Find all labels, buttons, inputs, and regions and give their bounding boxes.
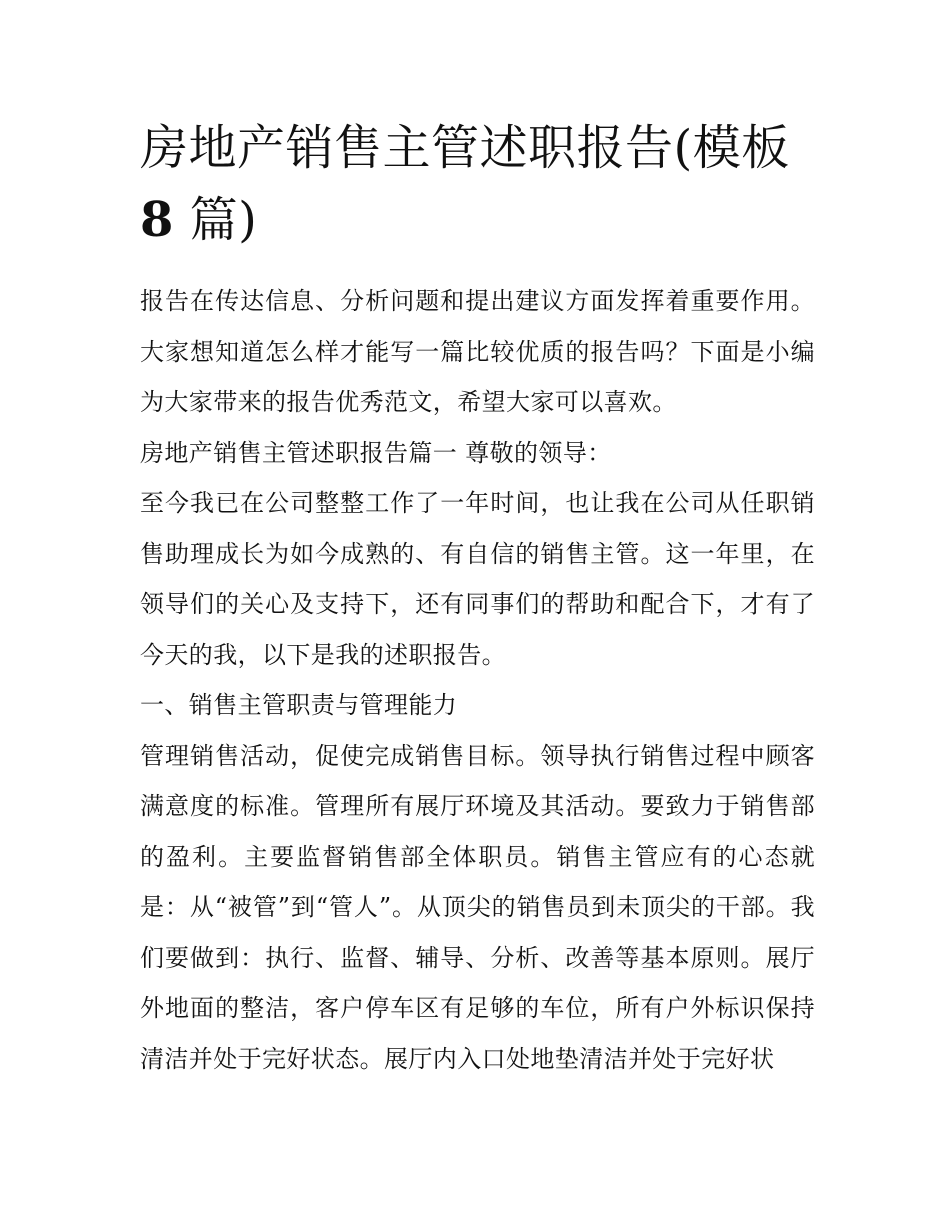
document-page [140,112,815,1084]
body-paragraph-1: 至今我已在公司整整工作了一年时间，也让我在公司从任职销售助理成长为如今成熟的、有自信的销售主管。这一年里，在领导们的关心及支持下，还有同事们的帮助和配合下，才有了今天的我，以下是我的述职报告。 [140,489,815,669]
intro-paragraph: 报告在传达信息、分析问题和提出建议方面发挥着重要作用。大家想知道怎么样才能写一篇比较优质的报告吗？下面是小编为大家带来的报告优秀范文，希望大家可以喜欢。 [140,287,815,416]
body-paragraph-2: 管理销售活动，促使完成销售目标。领导执行销售过程中顾客满意度的标准。管理所有展厅环境及其活动。要致力于销售部的盈利。主要监督销售部全体职员。销售主管应有的心态就是：从“被管”到“管人”。从顶尖的销售员到未顶尖的干部。我们要做到：执行、监督、辅导、分析、改善等基本原则。展厅外地面的整洁，客户停车区有足够的车位，所有户外标识保持清洁并处于完好状态。展厅内入口处地垫清洁并处于完好状 [140,741,815,1073]
document-title [140,112,815,256]
title-main: 房地产销售主管述职报告(模板 [140,120,790,176]
title-suffix: 篇) [189,192,258,248]
title-number: 8 [140,192,174,248]
section-heading-salutation: 房地产销售主管述职报告篇一 尊敬的领导： [140,438,612,467]
section-heading-1: 一、销售主管职责与管理能力 [140,691,458,719]
